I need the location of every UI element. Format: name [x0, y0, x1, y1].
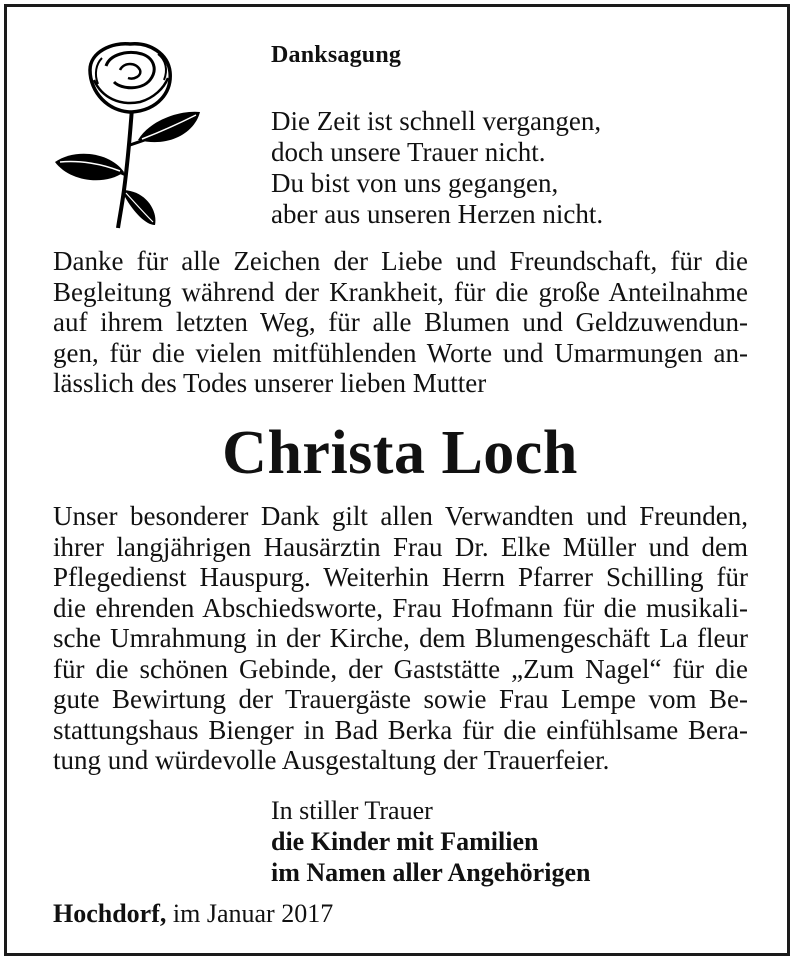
text-line: tung und würdevolle Ausgestaltung der Trauerfeier.: [53, 745, 610, 775]
signature-line: im Namen aller Angehörigen: [271, 858, 591, 887]
text-line: Danke für alle Zeichen der Liebe und Freundschaft, für die: [53, 246, 748, 276]
text-line: Unser besonderer Dank gilt allen Verwandten und Freunden,: [53, 501, 748, 531]
poem-line: Die Zeit ist schnell vergangen,: [271, 106, 602, 136]
signature-intro: In stiller Trauer: [271, 796, 433, 825]
text-line: lässlich des Todes unserer lieben Mutter: [53, 368, 487, 398]
text-line: gute Bewirtung der Trauergäste sowie Frau Lempe vom Be-: [53, 684, 748, 714]
place-date: [53, 899, 333, 929]
text-line: die ehrenden Abschiedsworte, Frau Hofmann für die musikali-: [53, 592, 748, 623]
text-line: für die schönen Gebinde, der Gaststätte „Zum Nagel“ für die: [53, 653, 748, 684]
thanks-paragraph: [53, 246, 748, 399]
text-line: Pflegedienst Hauspurg. Weiterhin Herrn Pfarrer Schilling für: [53, 562, 748, 592]
poem: [271, 106, 603, 230]
poem-line: aber aus unseren Herzen nicht.: [271, 199, 604, 229]
rose-icon: [50, 40, 210, 230]
poem-line: Du bist von uns gegangen,: [271, 168, 559, 198]
date: im Januar 2017: [172, 899, 334, 928]
signature-block: [271, 795, 590, 888]
text-line: ihrer langjährigen Hausärztin Frau Dr. Elke Müller und dem: [53, 531, 748, 562]
poem-line: doch unsere Trauer nicht.: [271, 137, 546, 167]
text-line: gen, für die vielen mitfühlenden Worte und Umarmungen an-: [53, 337, 748, 368]
deceased-name: Christa Loch: [222, 419, 578, 487]
text-line: auf ihrem letzten Weg, für alle Blumen und Geldzuwendun-: [53, 307, 748, 337]
signature-line: die Kinder mit Familien: [271, 827, 539, 856]
heading: Danksagung: [271, 42, 402, 68]
text-line: sche Umrahmung in der Kirche, dem Blumengeschäft La fleur: [53, 623, 748, 653]
text-line: Begleitung während der Krankheit, für die große Anteilnahme: [53, 276, 748, 307]
special-thanks-paragraph: [53, 501, 748, 776]
text-line: stattungshaus Bienger in Bad Berka für die einfühlsame Bera-: [53, 714, 748, 745]
place: Hochdorf,: [53, 899, 167, 928]
